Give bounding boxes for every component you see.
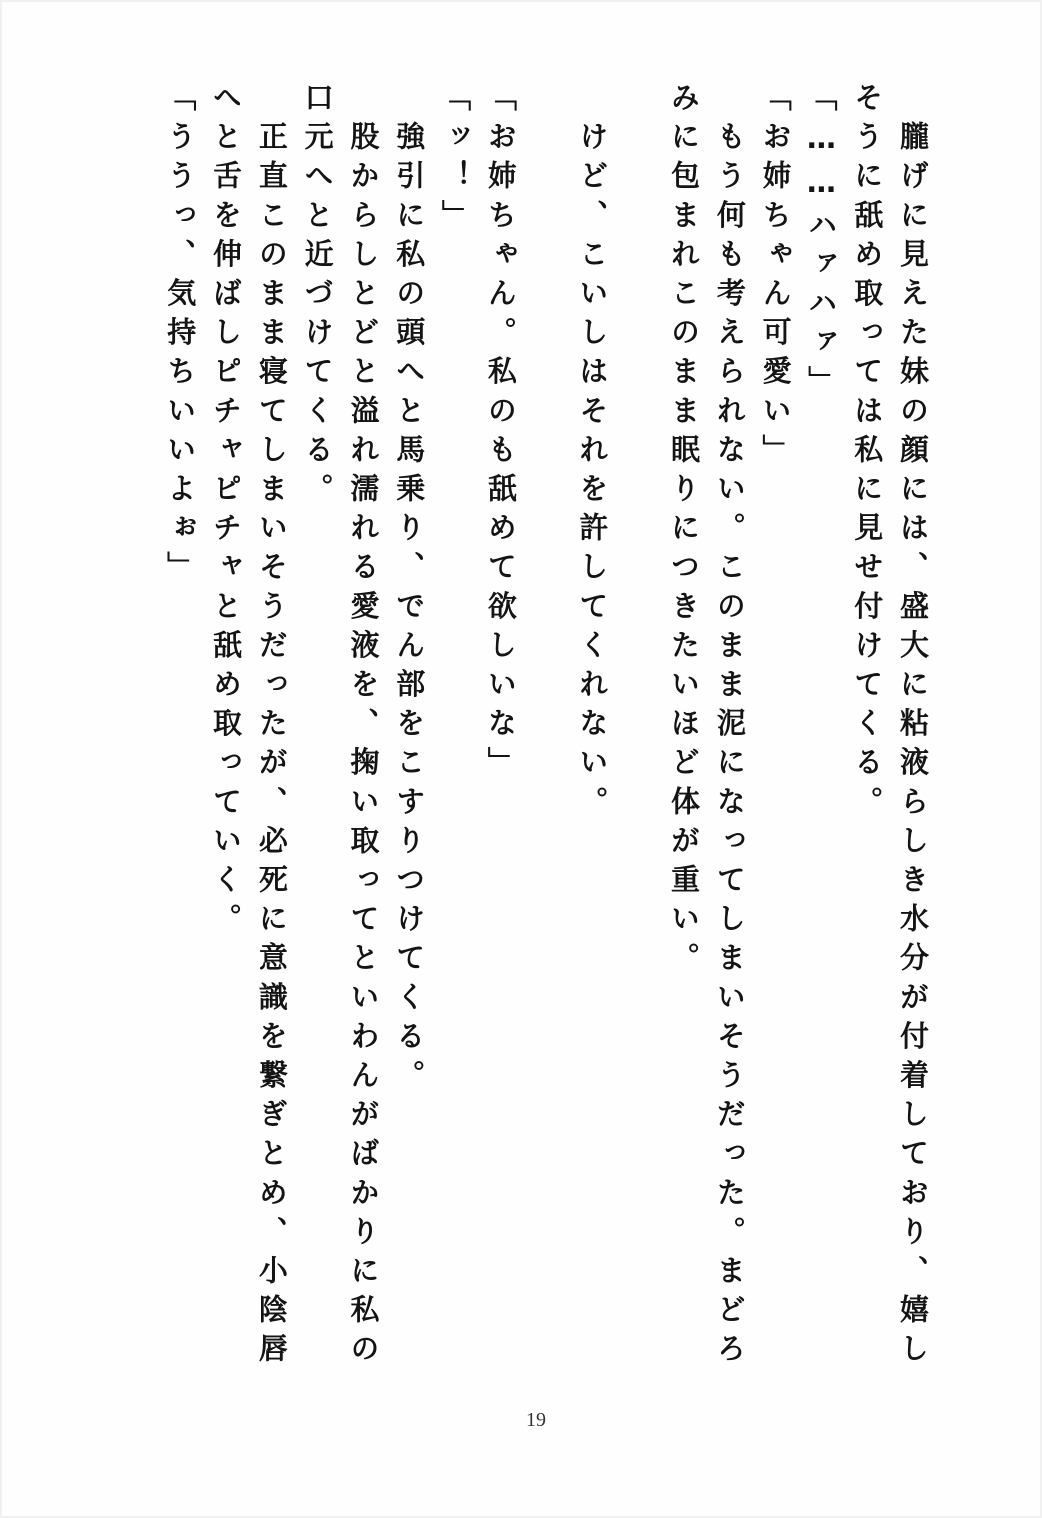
paragraph: 股からしとどと溢れ濡れる愛液を、掬い取ってといわんがばかりに私の口元へと近づけてくる。 bbox=[300, 82, 381, 1373]
paragraph: 「お姉ちゃん。私のも舐めて欲しいな」 bbox=[483, 82, 518, 786]
paragraph: もう何も考えられない。このまま泥になってしまいそうだった。まどろみに包まれこのまま眠りにつきたいほど体が重い。 bbox=[667, 82, 747, 1373]
paragraph: 「ううっ、気持ちいいよぉ」 bbox=[163, 82, 198, 591]
paragraph: 正直このまま寝てしまいそうだったが、必死に意識を繋ぎとめ、小陰唇へと舌を伸ばしピチャピチャと舐め取っていく。 bbox=[209, 82, 289, 1373]
paragraph: けど、こいしはそれを許してくれない。 bbox=[575, 82, 610, 825]
paragraph: 「……ハァハァ」 bbox=[804, 82, 839, 405]
paragraph: 強引に私の頭へと馬乗り、でん部をこすりつけてくる。 bbox=[392, 82, 427, 1099]
paragraph: 「お姉ちゃん可愛い」 bbox=[758, 82, 793, 473]
paragraph: 朧げに見えた妹の顔には、盛大に粘液らしき水分が付着しており、嬉しそうに舐め取っては私に見せ付けてくる。 bbox=[850, 82, 930, 1373]
vertical-text-body bbox=[125, 82, 935, 1402]
page-number: 19 bbox=[526, 1409, 546, 1431]
blank-line bbox=[614, 82, 660, 1402]
paragraph: 「ッ！」 bbox=[438, 82, 473, 239]
blank-line bbox=[523, 82, 569, 1402]
